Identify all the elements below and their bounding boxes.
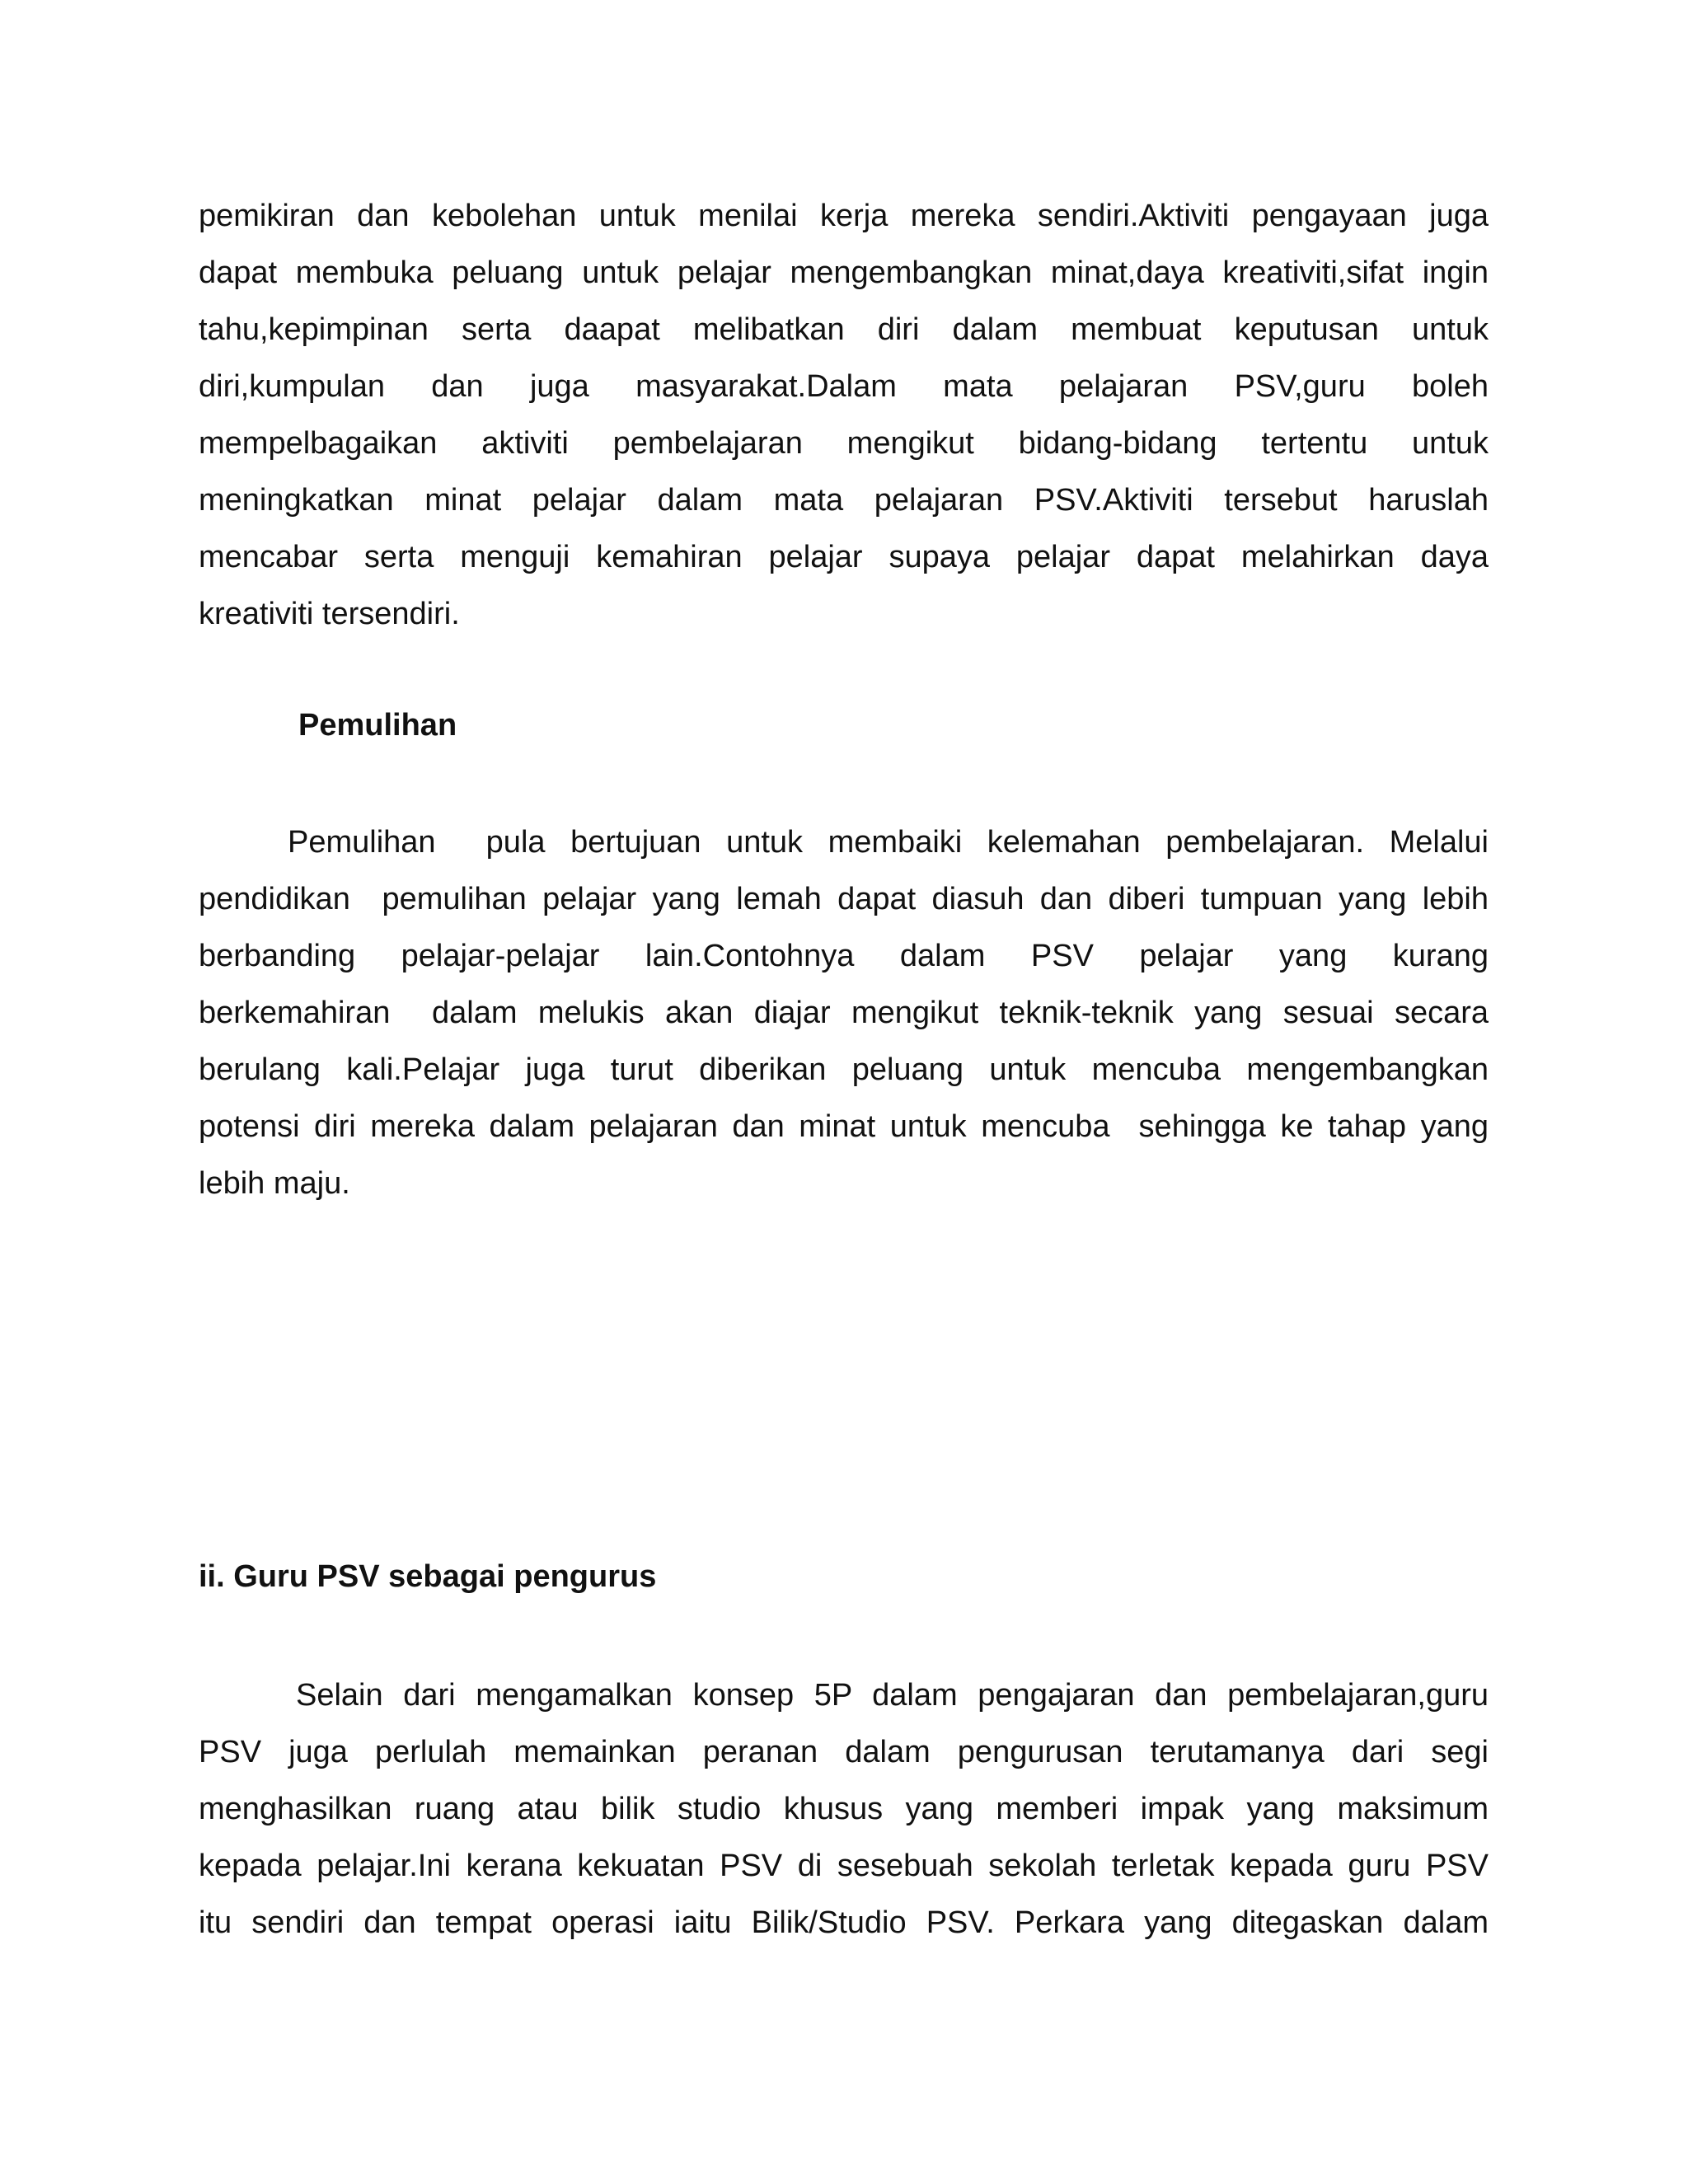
paragraph-line: berkemahiran dalam melukis akan diajar mengikut teknik-teknik yang sesuai secara <box>199 996 1489 1030</box>
section-heading-pemulihan: Pemulihan <box>298 708 457 743</box>
paragraph-line: itu sendiri dan tempat operasi iaitu Bilik/Studio PSV. Perkara yang ditegaskan dalam <box>199 1905 1489 1940</box>
paragraph-line: lebih maju. <box>199 1166 350 1201</box>
paragraph-line: kepada pelajar.Ini kerana kekuatan PSV di sesebuah sekolah terletak kepada guru PSV <box>199 1849 1489 1883</box>
paragraph-line: diri,kumpulan dan juga masyarakat.Dalam mata pelajaran PSV,guru boleh <box>199 369 1489 404</box>
paragraph-line: pendidikan pemulihan pelajar yang lemah dapat diasuh dan diberi tumpuan yang lebih <box>199 882 1489 916</box>
paragraph-line: pemikiran dan kebolehan untuk menilai kerja mereka sendiri.Aktiviti pengayaan juga <box>199 199 1489 233</box>
paragraph-line: berulang kali.Pelajar juga turut diberikan peluang untuk mencuba mengembangkan <box>199 1052 1489 1087</box>
paragraph-line: mencabar serta menguji kemahiran pelajar supaya pelajar dapat melahirkan daya <box>199 540 1489 574</box>
paragraph-line: Selain dari mengamalkan konsep 5P dalam pengajaran dan pembelajaran,guru <box>296 1678 1489 1713</box>
section-heading-guru-psv: ii. Guru PSV sebagai pengurus <box>199 1559 657 1594</box>
paragraph-line: tahu,kepimpinan serta daapat melibatkan diri dalam membuat keputusan untuk <box>199 312 1489 347</box>
paragraph-line: kreativiti tersendiri. <box>199 597 460 631</box>
paragraph-line: meningkatkan minat pelajar dalam mata pelajaran PSV.Aktiviti tersebut haruslah <box>199 483 1489 518</box>
paragraph-pengurus <box>199 1667 1489 1952</box>
paragraph-line: potensi diri mereka dalam pelajaran dan minat untuk mencuba sehingga ke tahap yang <box>199 1109 1489 1144</box>
paragraph-pengayaan <box>199 188 1489 643</box>
paragraph-pemulihan <box>199 814 1489 1212</box>
paragraph-line: dapat membuka peluang untuk pelajar mengembangkan minat,daya kreativiti,sifat ingin <box>199 255 1489 290</box>
paragraph-line: Pemulihan pula bertujuan untuk membaiki kelemahan pembelajaran. Melalui <box>288 825 1489 860</box>
paragraph-line: menghasilkan ruang atau bilik studio khusus yang memberi impak yang maksimum <box>199 1792 1489 1826</box>
paragraph-line: mempelbagaikan aktiviti pembelajaran mengikut bidang-bidang tertentu untuk <box>199 426 1489 461</box>
paragraph-line: berbanding pelajar-pelajar lain.Contohnya dalam PSV pelajar yang kurang <box>199 939 1489 973</box>
paragraph-line: PSV juga perlulah memainkan peranan dalam pengurusan terutamanya dari segi <box>199 1735 1489 1769</box>
